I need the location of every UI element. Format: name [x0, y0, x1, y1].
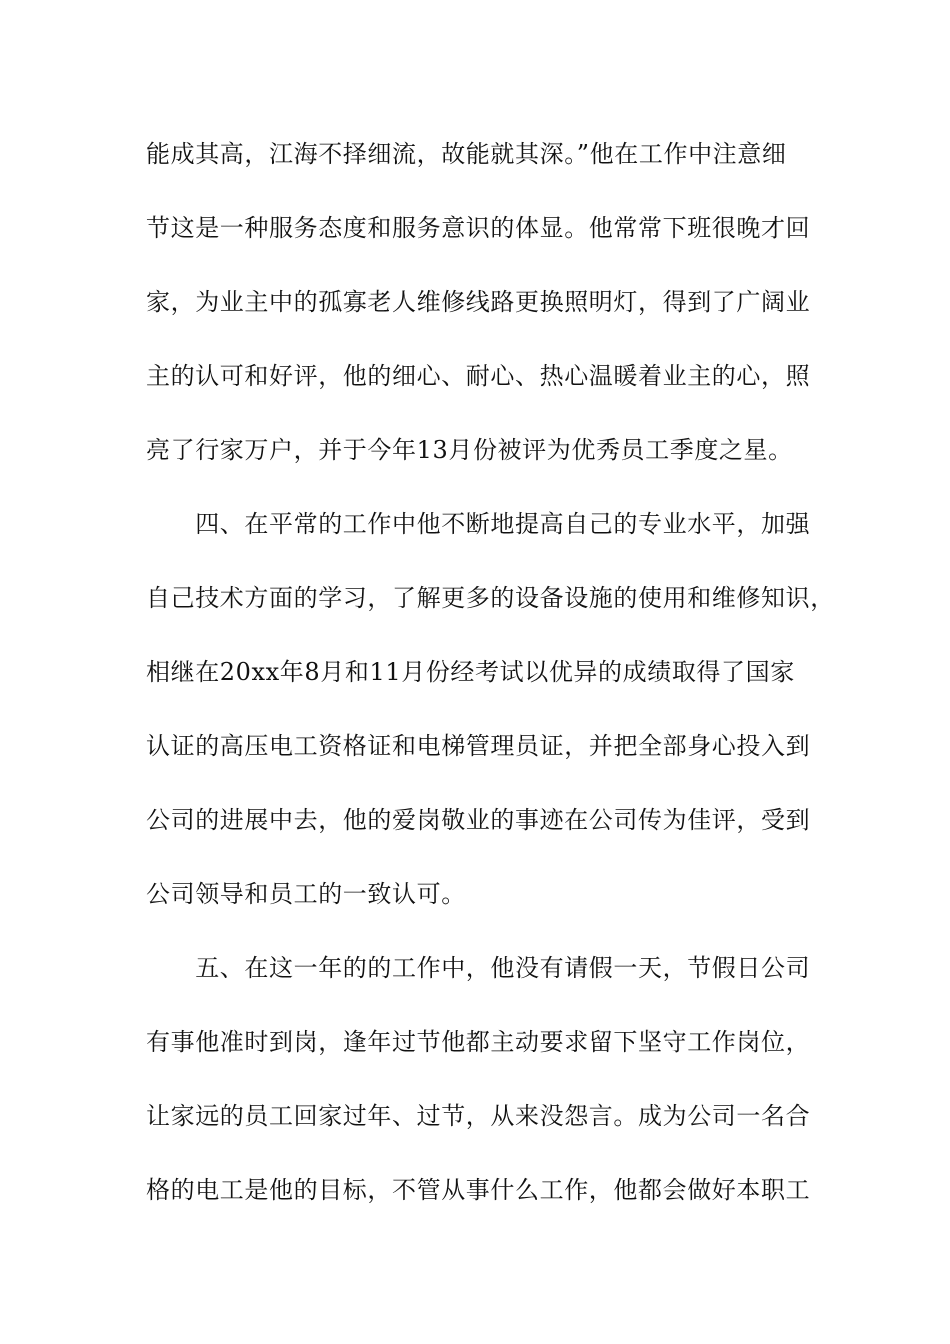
text-line: 主的认可和好评，他的细心、耐心、热心温暖着业主的心，照	[146, 362, 811, 390]
text-line: 格的电工是他的目标，不管从事什么工作，他都会做好本职工	[146, 1176, 811, 1204]
text-line: 公司领导和员工的一致认可。	[146, 880, 466, 908]
text-line: 有事他准时到岗，逢年过节他都主动要求留下坚守工作岗位，	[146, 1028, 811, 1056]
text-line: 亮了行家万户，并于今年13月份被评为优秀员工季度之星。	[146, 436, 793, 464]
text-line: 相继在20xx年8月和11月份经考试以优异的成绩取得了国家	[146, 658, 795, 686]
text-line: 认证的高压电工资格证和电梯管理员证，并把全部身心投入到	[146, 732, 811, 760]
text-line: 自己技术方面的学习，了解更多的设备设施的使用和维修知识，	[146, 584, 835, 612]
text-line: 节这是一种服务态度和服务意识的体显。他常常下班很晚才回	[146, 214, 811, 242]
text-line: 让家远的员工回家过年、过节，从来没怨言。成为公司一名合	[146, 1102, 811, 1130]
text-line: 家，为业主中的孤寡老人维修线路更换照明灯，得到了广阔业	[146, 288, 811, 316]
text-line: 五、在这一年的的工作中，他没有请假一天，节假日公司	[146, 954, 811, 982]
text-line: 公司的进展中去，他的爱岗敬业的事迹在公司传为佳评，受到	[146, 806, 811, 834]
document-body	[146, 128, 835, 1238]
text-line: 四、在平常的工作中他不断地提高自己的专业水平，加强	[146, 510, 811, 538]
text-line: 能成其高，江海不择细流，故能就其深。”他在工作中注意细	[146, 140, 787, 168]
